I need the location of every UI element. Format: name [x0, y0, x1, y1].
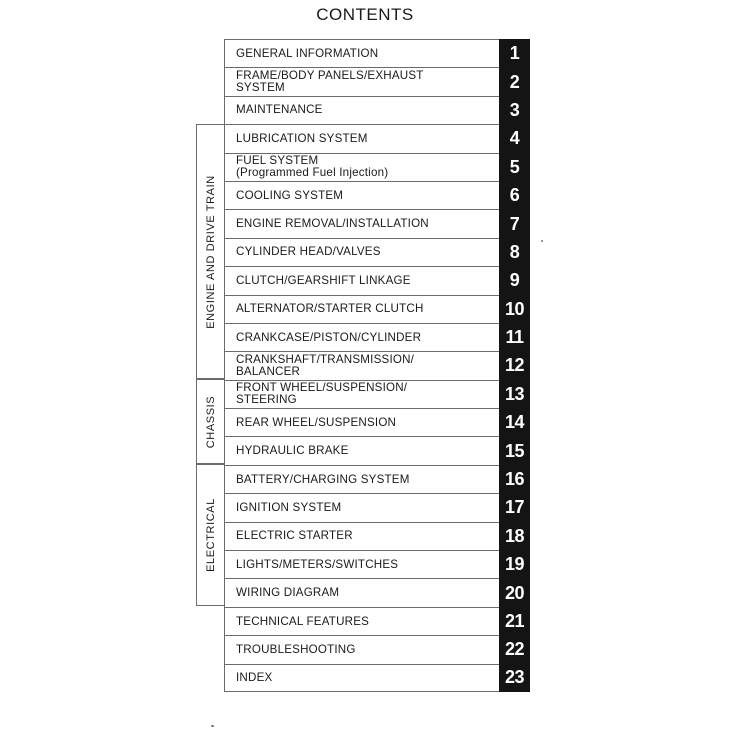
scan-speck	[211, 725, 214, 727]
toc-row-label: ENGINE REMOVAL/INSTALLATION	[236, 217, 429, 231]
toc-row-10[interactable]	[224, 295, 530, 323]
scan-speck	[541, 240, 543, 242]
toc-row-19[interactable]	[224, 550, 530, 578]
toc-row-label: CLUTCH/GEARSHIFT LINKAGE	[236, 273, 411, 287]
toc-row-label: GENERAL INFORMATION	[236, 46, 379, 60]
toc-row-number: 14	[499, 408, 530, 437]
toc-row-number: 4	[499, 124, 530, 153]
toc-row-12[interactable]	[224, 351, 530, 379]
toc-row-number: 15	[499, 436, 530, 465]
toc-row-label: COOLING SYSTEM	[236, 188, 344, 202]
toc-row-4[interactable]	[224, 124, 530, 152]
group-electrical	[196, 464, 224, 606]
group-label-engine-drive-train: ENGINE AND DRIVE TRAIN	[204, 174, 217, 329]
toc-row-label: FUEL SYSTEM (Programmed Fuel Injection)	[236, 154, 389, 180]
toc-row-16[interactable]	[224, 465, 530, 493]
toc-row-label: CRANKSHAFT/TRANSMISSION/ BALANCER	[236, 352, 415, 378]
toc-row-label: TECHNICAL FEATURES	[236, 614, 370, 628]
group-label-chassis: CHASSIS	[204, 395, 217, 448]
toc-row-label: INDEX	[236, 670, 273, 684]
toc-row-number: 10	[499, 295, 530, 324]
contents-table	[224, 39, 530, 692]
toc-row-1[interactable]	[224, 39, 530, 67]
toc-row-number: 19	[499, 550, 530, 579]
toc-row-label: ELECTRIC STARTER	[236, 529, 353, 543]
page-title: CONTENTS	[316, 5, 414, 24]
toc-row-number: 11	[499, 323, 530, 352]
toc-row-15[interactable]	[224, 436, 530, 464]
toc-row-number: 12	[499, 351, 530, 380]
toc-row-number: 3	[499, 96, 530, 125]
toc-row-label: FRAME/BODY PANELS/EXHAUST SYSTEM	[236, 69, 424, 95]
toc-row-number: 17	[499, 493, 530, 522]
toc-row-label: TROUBLESHOOTING	[236, 642, 356, 656]
toc-row-number: 22	[499, 635, 530, 664]
group-chassis	[196, 379, 224, 464]
toc-row-number: 16	[499, 465, 530, 494]
toc-row-13[interactable]	[224, 380, 530, 408]
toc-row-number: 20	[499, 578, 530, 607]
toc-row-number: 13	[499, 380, 530, 409]
toc-row-17[interactable]	[224, 493, 530, 521]
toc-row-5[interactable]	[224, 153, 530, 181]
toc-row-number: 9	[499, 266, 530, 295]
toc-row-number: 8	[499, 238, 530, 267]
toc-row-number: 2	[499, 67, 530, 96]
group-engine-drive-train	[196, 124, 224, 379]
toc-row-number: 21	[499, 607, 530, 636]
toc-row-label: REAR WHEEL/SUSPENSION	[236, 415, 397, 429]
toc-row-label: IGNITION SYSTEM	[236, 500, 342, 514]
toc-row-label: HYDRAULIC BRAKE	[236, 444, 349, 458]
toc-row-number: 1	[499, 39, 530, 68]
toc-row-23[interactable]	[224, 664, 530, 692]
toc-row-number: 5	[499, 153, 530, 182]
toc-row-3[interactable]	[224, 96, 530, 124]
toc-row-label: FRONT WHEEL/SUSPENSION/ STEERING	[236, 381, 408, 407]
toc-row-2[interactable]	[224, 67, 530, 95]
toc-row-label: LIGHTS/METERS/SWITCHES	[236, 557, 399, 571]
toc-row-9[interactable]	[224, 266, 530, 294]
toc-row-18[interactable]	[224, 522, 530, 550]
toc-row-21[interactable]	[224, 607, 530, 635]
group-label-electrical: ELECTRICAL	[204, 498, 217, 572]
toc-row-7[interactable]	[224, 209, 530, 237]
toc-row-number: 6	[499, 181, 530, 210]
toc-row-22[interactable]	[224, 635, 530, 663]
toc-row-label: WIRING DIAGRAM	[236, 586, 340, 600]
toc-row-label: CRANKCASE/PISTON/CYLINDER	[236, 330, 422, 344]
toc-row-number: 23	[499, 664, 530, 692]
toc-row-number: 18	[499, 522, 530, 551]
toc-row-8[interactable]	[224, 238, 530, 266]
toc-row-label: MAINTENANCE	[236, 103, 323, 117]
toc-row-label: BATTERY/CHARGING SYSTEM	[236, 472, 410, 486]
toc-row-14[interactable]	[224, 408, 530, 436]
toc-row-label: ALTERNATOR/STARTER CLUTCH	[236, 302, 424, 316]
toc-row-11[interactable]	[224, 323, 530, 351]
toc-row-label: LUBRICATION SYSTEM	[236, 131, 368, 145]
toc-row-number: 7	[499, 209, 530, 238]
toc-row-6[interactable]	[224, 181, 530, 209]
toc-row-20[interactable]	[224, 578, 530, 606]
toc-row-label: CYLINDER HEAD/VALVES	[236, 245, 381, 259]
